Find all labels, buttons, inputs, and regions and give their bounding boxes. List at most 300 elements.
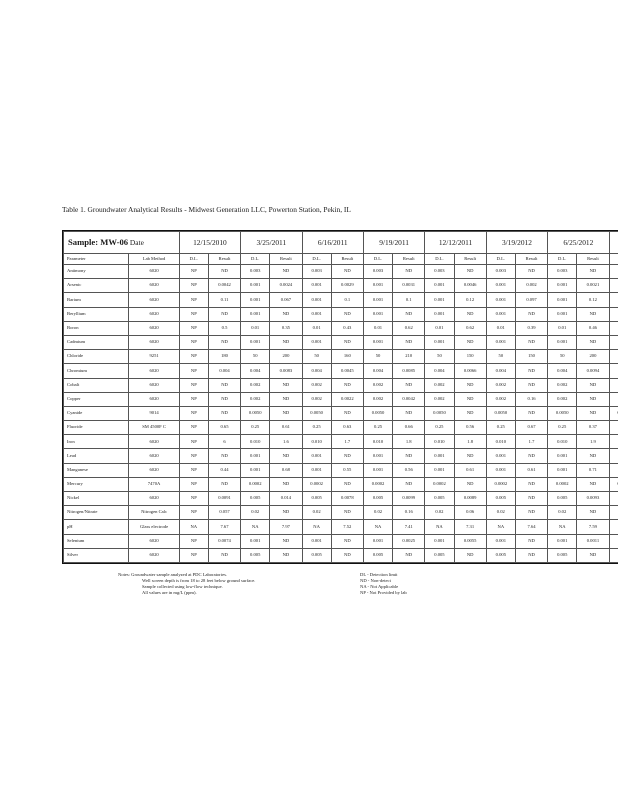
result-cell: 0.67 bbox=[515, 421, 547, 435]
detection-limit-cell: NP bbox=[179, 392, 208, 406]
detection-limit-cell: 0.001 bbox=[241, 463, 270, 477]
detection-limit-cell: 0.001 bbox=[548, 449, 577, 463]
parameter-name: Cobalt bbox=[64, 378, 129, 392]
lab-method: 6020 bbox=[129, 435, 179, 449]
result-cell bbox=[454, 562, 486, 564]
result-header: Result bbox=[515, 254, 547, 265]
detection-limit-cell: NA bbox=[363, 520, 392, 534]
detection-limit-cell: 0.0002 bbox=[486, 477, 515, 491]
detection-limit-cell: 0.25 bbox=[302, 421, 331, 435]
detection-limit-cell: 0.001 bbox=[548, 293, 577, 307]
detection-limit-cell: 0.001 bbox=[548, 534, 577, 548]
result-header: Result bbox=[208, 254, 240, 265]
detection-limit-cell bbox=[609, 321, 618, 335]
result-cell: ND bbox=[454, 477, 486, 491]
legend-line: NP - Not Provided by lab bbox=[360, 590, 407, 595]
result-cell: 0.11 bbox=[208, 293, 240, 307]
result-cell: 0.56 bbox=[393, 463, 425, 477]
result-cell: 200 bbox=[577, 350, 609, 364]
table-row bbox=[64, 364, 618, 378]
lab-method: 6020 bbox=[129, 392, 179, 406]
result-cell: 0.0042 bbox=[393, 392, 425, 406]
result-cell: 0.55 bbox=[331, 463, 363, 477]
result-cell: ND bbox=[393, 335, 425, 349]
table-row bbox=[64, 321, 618, 335]
result-cell: ND bbox=[393, 307, 425, 321]
result-cell: 0.002 bbox=[515, 279, 547, 293]
lab-method bbox=[129, 562, 179, 564]
result-cell: 0.71 bbox=[577, 463, 609, 477]
detection-limit-cell: 0.005 bbox=[363, 548, 392, 562]
abbreviation-legend bbox=[360, 572, 560, 596]
result-cell: ND bbox=[270, 335, 302, 349]
detection-limit-cell: 0.005 bbox=[302, 492, 331, 506]
result-cell: ND bbox=[270, 477, 302, 491]
lab-method: 6020 bbox=[129, 492, 179, 506]
result-cell: 0.68 bbox=[270, 463, 302, 477]
result-cell: 0.0045 bbox=[331, 364, 363, 378]
detection-limit-cell bbox=[609, 293, 618, 307]
detection-limit-cell: 0.001 bbox=[363, 534, 392, 548]
result-cell: 0.06 bbox=[454, 506, 486, 520]
detection-limit-cell: 0.001 bbox=[302, 449, 331, 463]
lab-method-header: Lab Method bbox=[129, 254, 179, 265]
result-cell: 0.067 bbox=[270, 293, 302, 307]
lab-method: Nitrogen Calc bbox=[129, 506, 179, 520]
legend-line: NA - Not Applicable bbox=[360, 584, 399, 589]
detection-limit-cell bbox=[609, 406, 618, 420]
result-cell: ND bbox=[454, 265, 486, 279]
detection-limit-cell: 0.002 bbox=[241, 392, 270, 406]
result-cell: ND bbox=[208, 265, 240, 279]
parameter-name: Mercury bbox=[64, 477, 129, 491]
detection-limit-cell bbox=[179, 562, 208, 564]
lab-method: 6020 bbox=[129, 265, 179, 279]
detection-limit-cell: NA bbox=[302, 520, 331, 534]
result-cell: 0.12 bbox=[454, 293, 486, 307]
table-row bbox=[64, 534, 618, 548]
table-row bbox=[64, 421, 618, 435]
result-cell: 0.0025 bbox=[393, 534, 425, 548]
result-cell: 0.0089 bbox=[454, 492, 486, 506]
result-cell: ND bbox=[577, 449, 609, 463]
detection-limit-cell: NP bbox=[179, 463, 208, 477]
result-cell: 0.0022 bbox=[331, 392, 363, 406]
detection-limit-cell: 50 bbox=[425, 350, 454, 364]
detection-limit-cell: 0.25 bbox=[548, 421, 577, 435]
result-cell: 1.7 bbox=[331, 435, 363, 449]
detection-limit-cell: 0.001 bbox=[241, 449, 270, 463]
detection-limit-cell: 0.001 bbox=[425, 279, 454, 293]
detection-limit-cell: 0.001 bbox=[486, 449, 515, 463]
result-cell: 150 bbox=[454, 350, 486, 364]
detection-limit-cell: 0.002 bbox=[363, 392, 392, 406]
lab-method: Glass electrode bbox=[129, 520, 179, 534]
detection-limit-cell: NA bbox=[179, 520, 208, 534]
detection-limit-cell bbox=[609, 350, 618, 364]
table-row bbox=[64, 435, 618, 449]
detection-limit-cell: NP bbox=[179, 421, 208, 435]
detection-limit-cell: 0.001 bbox=[548, 307, 577, 321]
detection-limit-cell: 0.001 bbox=[241, 307, 270, 321]
detection-limit-cell: 0.002 bbox=[548, 392, 577, 406]
result-cell: ND bbox=[331, 335, 363, 349]
result-cell: 1.6 bbox=[270, 435, 302, 449]
table-row bbox=[64, 492, 618, 506]
result-cell: 0.0011 bbox=[577, 534, 609, 548]
detection-limit-cell bbox=[609, 562, 618, 564]
parameter-name: Cadmium bbox=[64, 335, 129, 349]
result-cell: 0.39 bbox=[515, 321, 547, 335]
result-cell: ND bbox=[515, 335, 547, 349]
detection-limit-cell bbox=[241, 562, 270, 564]
table-row bbox=[64, 463, 618, 477]
detection-limit-cell bbox=[609, 378, 618, 392]
detection-limit-cell: 0.02 bbox=[548, 506, 577, 520]
lab-method: 6020 bbox=[129, 449, 179, 463]
result-cell: 150 bbox=[515, 350, 547, 364]
note-line: Well screen depth is from 18 to 28 feet below ground surface. bbox=[142, 578, 256, 583]
result-cell: 0.1 bbox=[393, 293, 425, 307]
detection-limit-cell: 0.001 bbox=[486, 279, 515, 293]
detection-limit-cell: 0.0002 bbox=[548, 477, 577, 491]
detection-limit-cell bbox=[609, 548, 618, 562]
date-header: 6/25/2012 bbox=[548, 232, 609, 254]
result-cell: ND bbox=[454, 307, 486, 321]
result-cell: ND bbox=[515, 449, 547, 463]
parameter-name: Manganese bbox=[64, 463, 129, 477]
table-row bbox=[64, 562, 618, 564]
detection-limit-cell: 50 bbox=[241, 350, 270, 364]
lab-method: 6020 bbox=[129, 335, 179, 349]
detection-limit-cell: 0.0050 bbox=[241, 406, 270, 420]
table-caption: Table 1. Groundwater Analytical Results - Midwest Generation LLC, Powerton Station, Pekin, IL bbox=[62, 205, 351, 214]
dl-header bbox=[609, 254, 618, 265]
detection-limit-cell: 0.001 bbox=[241, 293, 270, 307]
detection-limit-cell: 0.001 bbox=[425, 534, 454, 548]
detection-limit-cell: 0.005 bbox=[486, 548, 515, 562]
detection-limit-cell: NP bbox=[179, 307, 208, 321]
result-cell: 0.0024 bbox=[270, 279, 302, 293]
date-header: 6/16/2011 bbox=[302, 232, 363, 254]
table-row bbox=[64, 293, 618, 307]
detection-limit-cell: NP bbox=[179, 534, 208, 548]
detection-limit-cell: 0.01 bbox=[486, 321, 515, 335]
date-header: 12/15/2010 bbox=[179, 232, 240, 254]
result-cell: 0.66 bbox=[393, 421, 425, 435]
result-cell: 0.0055 bbox=[454, 534, 486, 548]
detection-limit-cell: NP bbox=[179, 492, 208, 506]
detection-limit-cell: NP bbox=[179, 350, 208, 364]
result-cell: ND bbox=[515, 378, 547, 392]
detection-limit-cell: 0.010 bbox=[486, 435, 515, 449]
detection-limit-cell: NP bbox=[179, 477, 208, 491]
result-cell: 0.0021 bbox=[577, 279, 609, 293]
result-cell: ND bbox=[515, 265, 547, 279]
detection-limit-cell bbox=[609, 364, 618, 378]
note-line: All values are in mg/L (ppm). bbox=[142, 590, 197, 595]
table-row bbox=[64, 449, 618, 463]
result-cell: 0.16 bbox=[393, 506, 425, 520]
detection-limit-cell: 0.001 bbox=[302, 279, 331, 293]
result-header: Result bbox=[577, 254, 609, 265]
parameter-name: Nickel bbox=[64, 492, 129, 506]
detection-limit-cell: 0.001 bbox=[486, 534, 515, 548]
detection-limit-cell: NP bbox=[179, 378, 208, 392]
result-cell: 0.0093 bbox=[577, 492, 609, 506]
result-cell: ND bbox=[577, 265, 609, 279]
detection-limit-cell: 0.001 bbox=[302, 307, 331, 321]
result-cell: 0.61 bbox=[270, 421, 302, 435]
detection-limit-cell bbox=[486, 562, 515, 564]
results-table bbox=[63, 231, 618, 564]
detection-limit-cell: 0.003 bbox=[425, 265, 454, 279]
result-cell: ND bbox=[515, 548, 547, 562]
detection-limit-cell: NP bbox=[179, 279, 208, 293]
detection-limit-cell: 0.001 bbox=[425, 449, 454, 463]
result-cell: 7.52 bbox=[331, 520, 363, 534]
table-row bbox=[64, 520, 618, 534]
result-cell: ND bbox=[270, 449, 302, 463]
table-row bbox=[64, 392, 618, 406]
table-row bbox=[64, 506, 618, 520]
result-cell: ND bbox=[393, 265, 425, 279]
detection-limit-cell: NA bbox=[548, 520, 577, 534]
result-cell bbox=[577, 562, 609, 564]
result-header: Result bbox=[393, 254, 425, 265]
detection-limit-cell: 0.02 bbox=[486, 506, 515, 520]
result-cell: 0.62 bbox=[454, 321, 486, 335]
detection-limit-cell: 0.001 bbox=[363, 279, 392, 293]
detection-limit-cell: 0.002 bbox=[425, 378, 454, 392]
detection-limit-cell: NA bbox=[486, 520, 515, 534]
detection-limit-cell: 0.005 bbox=[302, 548, 331, 562]
result-cell: ND bbox=[454, 335, 486, 349]
lab-method: 6020 bbox=[129, 548, 179, 562]
table-row bbox=[64, 477, 618, 491]
detection-limit-cell bbox=[609, 421, 618, 435]
parameter-name: Nitrogen/Nitrate bbox=[64, 506, 129, 520]
detection-limit-cell: 0.005 bbox=[363, 492, 392, 506]
result-cell: 200 bbox=[270, 350, 302, 364]
result-cell: ND bbox=[331, 449, 363, 463]
detection-limit-cell: NP bbox=[179, 265, 208, 279]
parameter-name: Silver bbox=[64, 548, 129, 562]
lab-method: 6020 bbox=[129, 534, 179, 548]
date-header: 9/19/2011 bbox=[363, 232, 424, 254]
lab-method: 9014 bbox=[129, 406, 179, 420]
result-cell: ND bbox=[331, 265, 363, 279]
result-header: Result bbox=[331, 254, 363, 265]
detection-limit-cell: 0.002 bbox=[302, 392, 331, 406]
result-cell: 1.7 bbox=[515, 435, 547, 449]
detection-limit-cell: NP bbox=[179, 548, 208, 562]
note-line: Notes: Groundwater sample analyzed at PDC Laboratories. bbox=[118, 572, 228, 577]
result-cell: ND bbox=[393, 406, 425, 420]
detection-limit-cell: 0.02 bbox=[241, 506, 270, 520]
result-cell: 0.0094 bbox=[577, 364, 609, 378]
detection-limit-cell: 0.001 bbox=[363, 307, 392, 321]
result-cell: ND bbox=[331, 534, 363, 548]
detection-limit-cell: 0.005 bbox=[486, 492, 515, 506]
detection-limit-cell: 0.0050 bbox=[548, 406, 577, 420]
result-cell: ND bbox=[454, 378, 486, 392]
detection-limit-cell: 0.010 bbox=[241, 435, 270, 449]
detection-limit-cell: NP bbox=[179, 506, 208, 520]
result-cell bbox=[270, 562, 302, 564]
detection-limit-cell bbox=[609, 492, 618, 506]
detection-limit-cell: 0.01 bbox=[363, 321, 392, 335]
result-cell: 0.0029 bbox=[331, 279, 363, 293]
lab-method: 9251 bbox=[129, 350, 179, 364]
date-header: 3/25/2011 bbox=[241, 232, 302, 254]
detection-limit-cell: 0.002 bbox=[548, 378, 577, 392]
parameter-name: Selenium bbox=[64, 534, 129, 548]
detection-limit-cell bbox=[609, 392, 618, 406]
result-cell: ND bbox=[577, 406, 609, 420]
detection-limit-cell: 0.0050 bbox=[425, 406, 454, 420]
detection-limit-cell bbox=[609, 279, 618, 293]
result-cell: ND bbox=[331, 506, 363, 520]
detection-limit-cell: 0.02 bbox=[425, 506, 454, 520]
header-row-columns bbox=[64, 254, 618, 265]
detection-limit-cell: 0.002 bbox=[302, 378, 331, 392]
result-cell: ND bbox=[270, 534, 302, 548]
detection-limit-cell bbox=[302, 562, 331, 564]
detection-limit-cell: 0.010 bbox=[302, 435, 331, 449]
result-cell: 0.63 bbox=[331, 421, 363, 435]
result-cell: ND bbox=[270, 548, 302, 562]
detection-limit-cell bbox=[609, 477, 618, 491]
result-cell: ND bbox=[393, 548, 425, 562]
result-cell: 0.65 bbox=[208, 421, 240, 435]
result-cell: 0.16 bbox=[515, 392, 547, 406]
table-row bbox=[64, 307, 618, 321]
detection-limit-cell: 0.25 bbox=[486, 421, 515, 435]
result-cell: ND bbox=[577, 392, 609, 406]
detection-limit-cell: 0.003 bbox=[486, 265, 515, 279]
parameter-name: Fluoride bbox=[64, 421, 129, 435]
result-cell: ND bbox=[515, 492, 547, 506]
parameter-name: Lead bbox=[64, 449, 129, 463]
detection-limit-cell: 50 bbox=[363, 350, 392, 364]
detection-limit-cell: NP bbox=[179, 364, 208, 378]
parameter-name: Chloride bbox=[64, 350, 129, 364]
result-cell: 160 bbox=[331, 350, 363, 364]
result-cell: ND bbox=[393, 477, 425, 491]
detection-limit-cell: 0.001 bbox=[302, 463, 331, 477]
result-cell: 180 bbox=[208, 350, 240, 364]
result-cell: ND bbox=[208, 335, 240, 349]
detection-limit-cell: NA bbox=[425, 520, 454, 534]
result-cell: 0.62 bbox=[393, 321, 425, 335]
result-cell: ND bbox=[454, 406, 486, 420]
result-cell: 0.61 bbox=[515, 463, 547, 477]
detection-limit-cell: 0.003 bbox=[241, 265, 270, 279]
dl-header: D.L. bbox=[241, 254, 270, 265]
detection-limit-cell: 0.004 bbox=[302, 364, 331, 378]
detection-limit-cell: 0.002 bbox=[241, 378, 270, 392]
parameter-name: Copper bbox=[64, 392, 129, 406]
detection-limit-cell bbox=[425, 562, 454, 564]
result-header: Result bbox=[270, 254, 302, 265]
detection-limit-cell: 0.005 bbox=[241, 492, 270, 506]
dl-header: D.L. bbox=[179, 254, 208, 265]
result-cell: 0.0042 bbox=[208, 279, 240, 293]
detection-limit-cell bbox=[609, 463, 618, 477]
result-cell: 0.0046 bbox=[454, 279, 486, 293]
table-row bbox=[64, 335, 618, 349]
detection-limit-cell: 0.010 bbox=[425, 435, 454, 449]
detection-limit-cell: 0.004 bbox=[363, 364, 392, 378]
parameter-name: Barium bbox=[64, 293, 129, 307]
dl-header: D.L. bbox=[302, 254, 331, 265]
result-cell: ND bbox=[515, 307, 547, 321]
result-cell: 1.9 bbox=[577, 435, 609, 449]
table-row bbox=[64, 265, 618, 279]
detection-limit-cell bbox=[609, 435, 618, 449]
detection-limit-cell: 0.002 bbox=[363, 378, 392, 392]
dl-header: D.L. bbox=[548, 254, 577, 265]
result-cell: ND bbox=[577, 335, 609, 349]
detection-limit-cell: NP bbox=[179, 435, 208, 449]
detection-limit-cell: 0.004 bbox=[486, 364, 515, 378]
result-cell: 0.43 bbox=[331, 321, 363, 335]
result-cell: 7.64 bbox=[515, 520, 547, 534]
date-header bbox=[609, 232, 618, 254]
detection-limit-cell: 0.001 bbox=[241, 335, 270, 349]
detection-limit-cell: 0.25 bbox=[363, 421, 392, 435]
date-label: Date bbox=[129, 232, 179, 254]
detection-limit-cell: 50 bbox=[548, 350, 577, 364]
detection-limit-cell bbox=[609, 307, 618, 321]
detection-limit-cell bbox=[363, 562, 392, 564]
detection-limit-cell: 0.001 bbox=[425, 335, 454, 349]
detection-limit-cell: 0.0002 bbox=[425, 477, 454, 491]
table-row bbox=[64, 406, 618, 420]
result-cell: ND bbox=[577, 506, 609, 520]
detection-limit-cell: 0.001 bbox=[302, 534, 331, 548]
parameter-name: Chromium bbox=[64, 364, 129, 378]
table-row bbox=[64, 548, 618, 562]
result-cell: ND bbox=[331, 548, 363, 562]
result-cell: ND bbox=[208, 406, 240, 420]
result-cell: ND bbox=[393, 378, 425, 392]
detection-limit-cell: NA bbox=[241, 520, 270, 534]
detection-limit-cell: 0.001 bbox=[363, 293, 392, 307]
result-cell: ND bbox=[577, 477, 609, 491]
note-line: Sample collected using low-flow technique. bbox=[142, 584, 223, 589]
result-cell: ND bbox=[515, 506, 547, 520]
detection-limit-cell bbox=[609, 265, 618, 279]
detection-limit-cell: 0.001 bbox=[486, 307, 515, 321]
detection-limit-cell: 50 bbox=[486, 350, 515, 364]
result-cell: ND bbox=[270, 265, 302, 279]
detection-limit-cell: 0.25 bbox=[425, 421, 454, 435]
dl-header: D.L. bbox=[425, 254, 454, 265]
detection-limit-cell: 0.001 bbox=[241, 279, 270, 293]
detection-limit-cell: 0.004 bbox=[425, 364, 454, 378]
detection-limit-cell: 0.01 bbox=[425, 321, 454, 335]
parameter-name: pH bbox=[64, 520, 129, 534]
detection-limit-cell: 0.003 bbox=[363, 265, 392, 279]
detection-limit-cell: 0.001 bbox=[363, 449, 392, 463]
result-cell: 0.0099 bbox=[393, 492, 425, 506]
lab-method: 6020 bbox=[129, 279, 179, 293]
detection-limit-cell: 0.001 bbox=[302, 335, 331, 349]
result-cell: ND bbox=[454, 548, 486, 562]
detection-limit-cell: 0.001 bbox=[425, 463, 454, 477]
